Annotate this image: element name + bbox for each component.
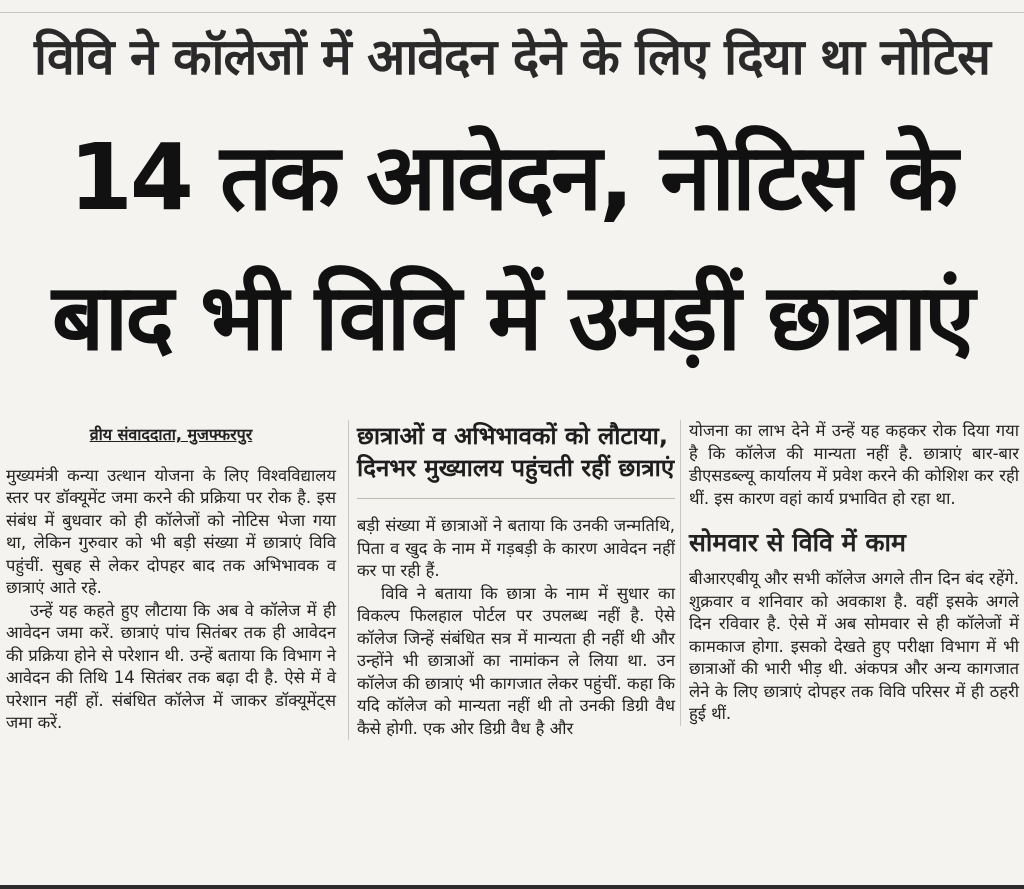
article-column-2 [348, 420, 675, 740]
page-top-strip [0, 0, 1024, 13]
article-column-3 [680, 420, 1019, 726]
col2-paragraph-1: बड़ी संख्या में छात्राओं ने बताया कि उनकी जन्मतिथि, पिता व खुद के नाम में गड़बड़ी के कारण आवेदन नहीं कर पा रही हैं. [357, 516, 675, 580]
byline: व्रीय संवाददाता, मुजफ्फरपुर [89, 425, 253, 444]
col3-subheading: सोमवार से विवि में काम [689, 528, 906, 557]
col3-paragraph-1: योजना का लाभ देने में उन्हें यह कहकर रोक दिया गया है कि कॉलेज की मान्यता नहीं है. छात्राएं बार-बार डीएसडब्ल्यू कार्यालय में प्रवेश करने की कोशिश कर रही थीं. इस कारण वहां कार्य प्रभावित हो रहा था. [689, 421, 1019, 508]
page-bottom-rule [0, 885, 1024, 889]
article-column-1 [6, 420, 336, 735]
col1-paragraph-2: उन्हें यह कहते हुए लौटाया कि अब वे कॉलेज में ही आवेदन जमा करें. छात्राएं पांच सितंबर तक ही आवेदन की प्रक्रिया होने से परेशान थी. उन्हें बताया कि विभाग ने आवेदन की तिथि 14 सितंबर तक बढ़ा दी है. ऐसे में वे परेशान नहीं हों. संबंधित कॉलेज में जाकर डॉक्यूमेंट्स जमा करें. [6, 600, 336, 732]
col2-paragraph-2: विवि ने बताया कि छात्रा के नाम में सुधार का विकल्प फिलहाल पोर्टल पर उपलब्ध नहीं है. ऐसे कॉलेज जिन्हें संबंधित सत्र में मान्यता ही नहीं थी और उन्होंने भी छात्राओं का नामांकन ले लिया था. उन कॉलेज की छात्राएं भी कागजात लेकर पहुंचीं. कहा कि यदि कॉलेज को मान्यता नहीं थी तो उनकी डिग्री वैध कैसे होगी. एक ओर डिग्री वैध है और [357, 583, 675, 738]
main-headline-line2: बाद भी विवि में उमड़ीं छात्राएं [51, 264, 973, 371]
col2-divider [357, 498, 675, 499]
main-headline-line1: 14 तक आवेदन, नोटिस के [68, 124, 956, 231]
col2-subheading: छात्राओं व अभिभावकों को लौटाया, दिनभर मुख्यालय पहुंचती रहीं छात्राएं [357, 422, 675, 482]
col3-paragraph-2: बीआरएबीयू और सभी कॉलेज अगले तीन दिन बंद रहेंगे. शुक्रवार व शनिवार को अवकाश है. वहीं इसके अगले दिन रविवार है. ऐसे में अब सोमवार से ही कॉलेजों में कामकाज होगा. इसको देखते हुए परीक्षा विभाग में भी छात्राओं की भारी भीड़ थी. अंकपत्र और अन्य कागजात लेने के लिए छात्राएं दोपहर तक विवि परिसर में ही ठहरी हुई थीं. [689, 569, 1019, 723]
kicker-headline: विवि ने कॉलेजों में आवेदन देने के लिए दिया था नोटिस [34, 28, 990, 86]
col1-paragraph-1: मुख्यमंत्री कन्या उत्थान योजना के लिए विश्वविद्यालय स्तर पर डॉक्यूमेंट जमा करने की प्रक्रिया पर रोक है. इस संबंध में बुधवार को ही कॉलेजों को नोटिस भेजा गया था, लेकिन गुरुवार को भी बड़ी संख्या में छात्राएं विवि पहुंचीं. सुबह से लेकर दोपहर बाद तक अभिभावक व छात्राएं आते रहे. [6, 465, 336, 597]
